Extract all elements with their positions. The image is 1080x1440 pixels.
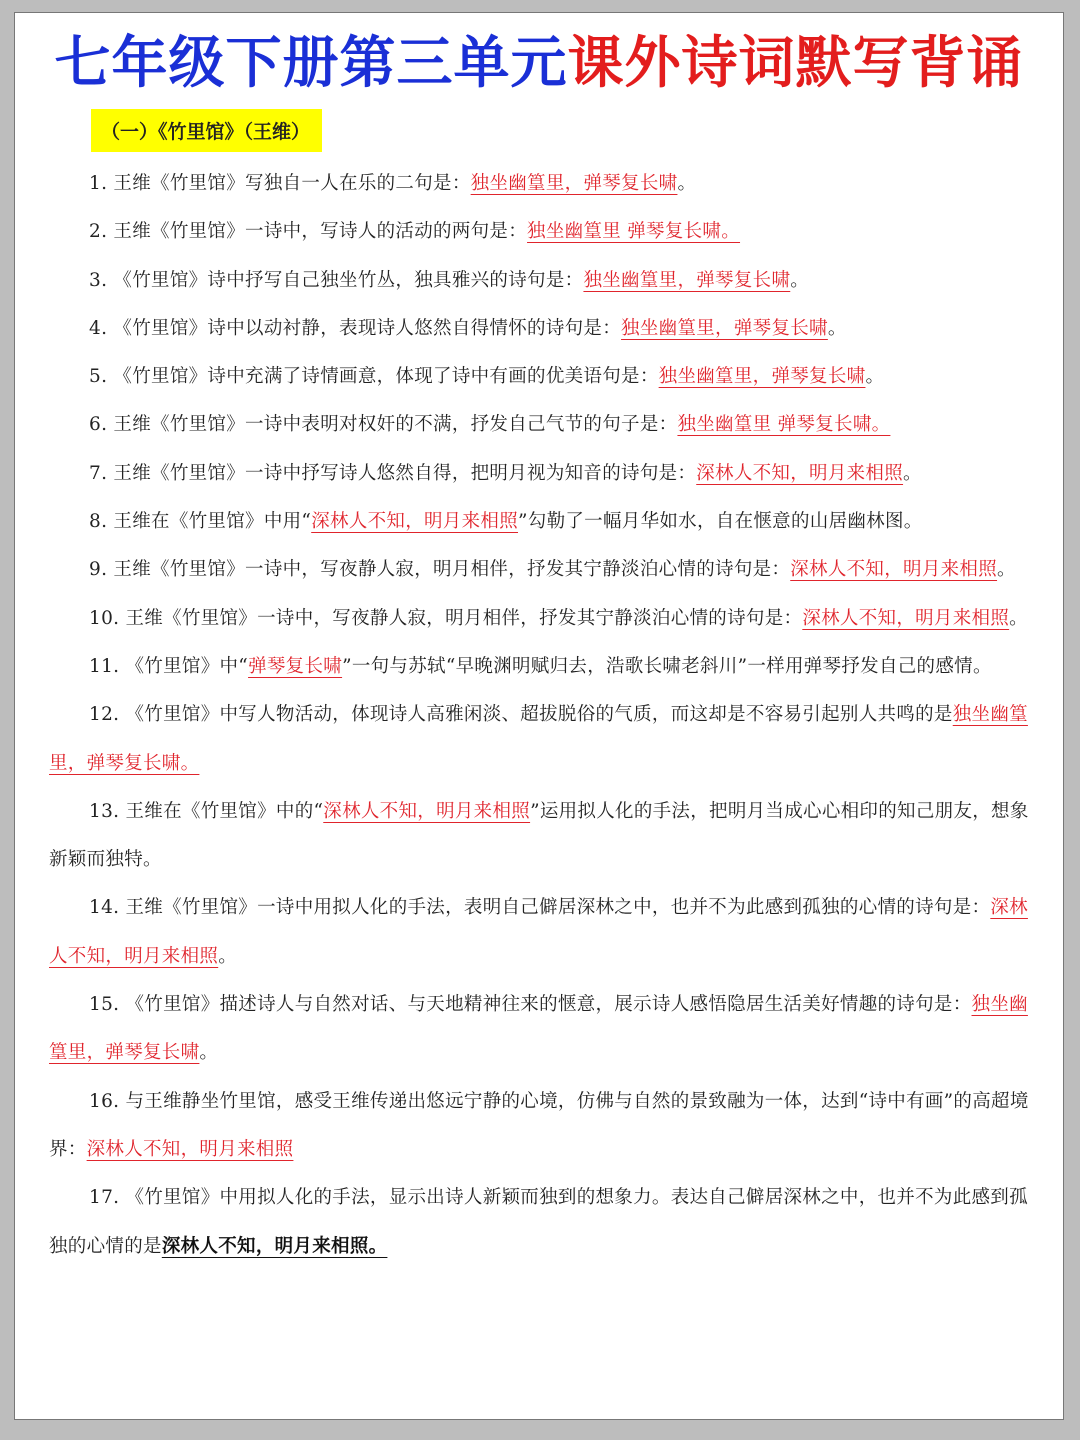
section-heading: （一）《竹里馆》（王维）: [91, 109, 322, 152]
question-tail: ”勾勒了一幅月华如水，自在惬意的山居幽林图。: [518, 511, 923, 533]
question-tail: ”一句与苏轼“早晚渊明赋归去，浩歌长啸老斜川”一样用弹琴抒发自己的感情。: [342, 655, 992, 677]
question-item: [49, 1078, 1035, 1175]
answer-text: 深林人不知，明月来相照: [696, 462, 904, 484]
question-item: [49, 595, 1035, 643]
question-tail: 。: [827, 317, 847, 339]
question-tail: 。: [1009, 607, 1028, 629]
answer-text: 独坐幽篁里，弹琴复长啸: [583, 269, 791, 291]
answer-text: 深林人不知，明月来相照: [311, 511, 519, 533]
question-item: [49, 401, 1035, 449]
question-item: [49, 450, 1035, 498]
question-tail: ”运用拟人化的手法，把明月当成心心相印的知己朋友，想象新颖而独特。: [49, 800, 1029, 871]
document-page: [14, 12, 1064, 1420]
question-tail: 。: [199, 1042, 219, 1064]
question-item: [49, 691, 1035, 788]
question-tail: 。: [790, 269, 810, 291]
question-text: 16. 与王维静坐竹里馆，感受王维传递出悠远宁静的心境，仿佛与自然的景致融为一体，达到“诗中有画”的高超境界：: [49, 1090, 1029, 1160]
answer-text: 深林人不知，明月来相照: [86, 1138, 294, 1160]
question-text: 12. 《竹里馆》中写人物活动，体现诗人高雅闲淡、超拔脱俗的气质，而这却是不容易引起别人共鸣的是: [89, 704, 953, 726]
question-text: 13. 王维在《竹里馆》中的“: [89, 800, 324, 822]
answer-text: 独坐幽篁里，弹琴复长啸: [470, 173, 678, 194]
question-text: 17. 《竹里馆》中用拟人化的手法，显示出诗人新颖而独到的想象力。表达自己僻居深林之中，也并不为此感到孤独的心情的是: [49, 1187, 1028, 1257]
answer-text: 独坐幽篁里，弹琴复长啸。: [49, 704, 1028, 774]
question-item: [49, 981, 1035, 1078]
question-tail: 。: [677, 173, 697, 194]
answer-text: 深林人不知，明月来相照: [790, 559, 998, 581]
question-item: [49, 208, 1035, 256]
question-item: [49, 546, 1035, 594]
question-item: [49, 498, 1035, 546]
answer-text: 深林人不知，明月来相照: [323, 800, 531, 822]
title-red-part: 课外诗词默写背诵: [567, 31, 1024, 96]
question-item: [49, 788, 1035, 885]
question-text: 10. 王维《竹里馆》一诗中，写夜静人寂，明月相伴，抒发其宁静淡泊心情的诗句是：: [89, 607, 803, 629]
question-list: [49, 160, 1035, 1271]
answer-text: 独坐幽篁里 弹琴复长啸。: [527, 221, 741, 243]
answer-text: 深林人不知，明月来相照。: [161, 1235, 388, 1257]
answer-text: 独坐幽篁里 弹琴复长啸。: [677, 414, 891, 436]
question-tail: 。: [218, 945, 238, 967]
answer-text: 深林人不知，明月来相照: [802, 607, 1010, 629]
question-item: [49, 1174, 1035, 1271]
question-text: 1. 王维《竹里馆》写独自一人在乐的二句是：: [89, 173, 471, 194]
question-item: [49, 305, 1035, 353]
question-text: 2. 王维《竹里馆》一诗中，写诗人的活动的两句是：: [89, 221, 528, 243]
question-text: 14. 王维《竹里馆》一诗中用拟人化的手法，表明自己僻居深林之中，也并不为此感到孤独的心情的诗句是：: [89, 897, 991, 919]
question-item: [49, 884, 1035, 981]
answer-text: 弹琴复长啸: [248, 655, 343, 677]
question-text: 5. 《竹里馆》诗中充满了诗情画意，体现了诗中有画的优美语句是：: [89, 366, 659, 388]
answer-text: 独坐幽篁里，弹琴复长啸: [658, 366, 866, 388]
question-item: [49, 257, 1035, 305]
page-title: [15, 31, 1063, 97]
question-text: 6. 王维《竹里馆》一诗中表明对权奸的不满，抒发自己气节的句子是：: [89, 414, 678, 436]
question-text: 7. 王维《竹里馆》一诗中抒写诗人悠然自得，把明月视为知音的诗句是：: [89, 462, 697, 484]
question-text: 4. 《竹里馆》诗中以动衬静，表现诗人悠然自得情怀的诗句是：: [89, 317, 622, 339]
question-tail: 。: [997, 559, 1016, 581]
question-text: 8. 王维在《竹里馆》中用“: [89, 511, 312, 533]
question-text: 3. 《竹里馆》诗中抒写自己独坐竹丛，独具雅兴的诗句是：: [89, 269, 584, 291]
question-item: [49, 353, 1035, 401]
question-item: [49, 643, 1035, 691]
answer-text: 深林人不知，明月来相照: [49, 897, 1028, 967]
question-text: 9. 王维《竹里馆》一诗中，写夜静人寂，明月相伴，抒发其宁静淡泊心情的诗句是：: [89, 559, 791, 581]
question-item: [49, 160, 1035, 208]
question-text: 11. 《竹里馆》中“: [89, 655, 249, 677]
question-tail: 。: [865, 366, 885, 388]
answer-text: 独坐幽篁里，弹琴复长啸: [49, 994, 1028, 1064]
question-text: 15. 《竹里馆》描述诗人与自然对话、与天地精神往来的惬意，展示诗人感悟隐居生活美好情趣的诗句是：: [89, 994, 972, 1016]
question-tail: 。: [903, 462, 922, 484]
answer-text: 独坐幽篁里，弹琴复长啸: [621, 317, 828, 339]
title-blue-part: 七年级下册第三单元: [54, 31, 568, 96]
